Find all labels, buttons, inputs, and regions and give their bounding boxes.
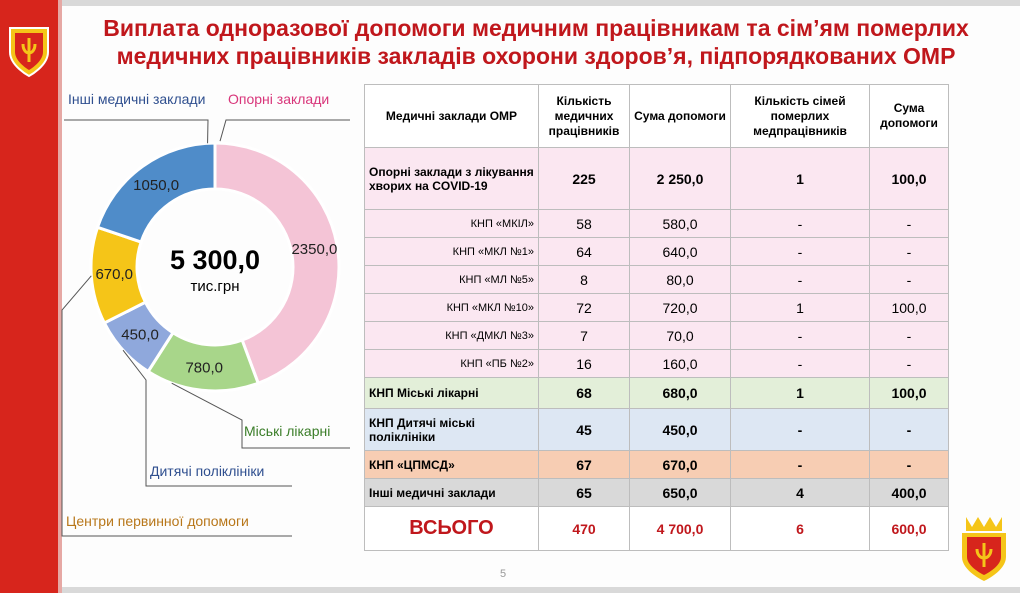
cell-total-workers-count: 470 bbox=[539, 507, 630, 551]
cell-families-sum: - bbox=[870, 322, 949, 350]
table-header-row bbox=[365, 85, 949, 148]
cell-institution-name: КНП Дитячі міські поліклініки bbox=[365, 409, 539, 451]
table-row bbox=[365, 350, 949, 378]
cell-institution-name: КНП Міські лікарні bbox=[365, 378, 539, 409]
cell-families-count: - bbox=[731, 210, 870, 238]
table-total-row bbox=[365, 507, 949, 551]
cell-workers-sum: 2 250,0 bbox=[630, 148, 731, 210]
table-row bbox=[365, 238, 949, 266]
cell-workers-sum: 680,0 bbox=[630, 378, 731, 409]
cell-institution-name: КНП «ЦПМСД» bbox=[365, 451, 539, 479]
table-row bbox=[365, 266, 949, 294]
cell-workers-sum: 640,0 bbox=[630, 238, 731, 266]
cell-families-sum: - bbox=[870, 210, 949, 238]
cell-workers-count: 16 bbox=[539, 350, 630, 378]
donut-category-label: Інші медичні заклади bbox=[68, 91, 206, 107]
donut-chart-svg bbox=[60, 80, 360, 529]
left-red-bar bbox=[0, 0, 58, 593]
table-row bbox=[365, 378, 949, 409]
cell-institution-name: КНП «МКЛ №10» bbox=[365, 294, 539, 322]
coat-of-arms-crowned-icon bbox=[956, 513, 1012, 583]
cell-families-count: 1 bbox=[731, 378, 870, 409]
page-number: 5 bbox=[500, 568, 507, 580]
donut-slice-value-label: 450,0 bbox=[121, 326, 159, 344]
cell-total-families-count: 6 bbox=[731, 507, 870, 551]
cell-workers-sum: 70,0 bbox=[630, 322, 731, 350]
table-row bbox=[365, 294, 949, 322]
donut-center-unit: тис.грн bbox=[190, 278, 240, 295]
cell-institution-name: Інші медичні заклади bbox=[365, 479, 539, 507]
donut-leader-line bbox=[62, 276, 292, 536]
cell-families-sum: 400,0 bbox=[870, 479, 949, 507]
cell-workers-count: 67 bbox=[539, 451, 630, 479]
cell-workers-count: 68 bbox=[539, 378, 630, 409]
table-row bbox=[365, 210, 949, 238]
column-header-families-count: Кількість сімей померлих медпрацівників bbox=[731, 85, 870, 148]
donut-category-label: Дитячі поліклініки bbox=[150, 463, 265, 479]
cell-families-sum: - bbox=[870, 350, 949, 378]
cell-institution-name: КНП «ПБ №2» bbox=[365, 350, 539, 378]
bottom-grey-band bbox=[62, 587, 1020, 593]
cell-workers-sum: 650,0 bbox=[630, 479, 731, 507]
table-row bbox=[365, 322, 949, 350]
cell-total-families-sum: 600,0 bbox=[870, 507, 949, 551]
table-row bbox=[365, 409, 949, 451]
cell-families-sum: 100,0 bbox=[870, 148, 949, 210]
cell-total-workers-sum: 4 700,0 bbox=[630, 507, 731, 551]
cell-institution-name: Опорні заклади з лікування хворих на COVID-19 bbox=[365, 148, 539, 210]
cell-workers-sum: 450,0 bbox=[630, 409, 731, 451]
cell-workers-sum: 670,0 bbox=[630, 451, 731, 479]
cell-families-count: - bbox=[731, 350, 870, 378]
cell-families-count: - bbox=[731, 451, 870, 479]
donut-center-total: 5 300,0 bbox=[169, 245, 261, 275]
cell-workers-sum: 720,0 bbox=[630, 294, 731, 322]
table-row bbox=[365, 451, 949, 479]
page-title-line-2: медичних працівників закладів охорони здоров’я, підпорядкованих ОМР bbox=[116, 43, 956, 69]
cell-families-sum: 100,0 bbox=[870, 378, 949, 409]
cell-families-count: - bbox=[731, 238, 870, 266]
cell-workers-count: 72 bbox=[539, 294, 630, 322]
donut-category-label: Міські лікарні bbox=[244, 423, 331, 439]
donut-category-label: Опорні заклади bbox=[228, 91, 330, 107]
cell-families-sum: - bbox=[870, 451, 949, 479]
donut-slice-value-label: 780,0 bbox=[185, 359, 224, 377]
cell-families-count: 4 bbox=[731, 479, 870, 507]
cell-workers-count: 58 bbox=[539, 210, 630, 238]
cell-families-count: 1 bbox=[731, 294, 870, 322]
cell-families-sum: 100,0 bbox=[870, 294, 949, 322]
page-title-line-1: Виплата одноразової допомоги медичним працівникам та сім’ям померлих bbox=[103, 15, 969, 41]
donut-leader-line bbox=[64, 120, 208, 143]
coat-of-arms-icon bbox=[6, 22, 52, 78]
page-title bbox=[66, 14, 1006, 70]
cell-workers-sum: 580,0 bbox=[630, 210, 731, 238]
cell-families-sum: - bbox=[870, 266, 949, 294]
donut-slice-value-label: 2350,0 bbox=[291, 241, 338, 259]
cell-workers-count: 45 bbox=[539, 409, 630, 451]
cell-institution-name: КНП «МЛ №5» bbox=[365, 266, 539, 294]
cell-workers-count: 8 bbox=[539, 266, 630, 294]
cell-families-count: - bbox=[731, 266, 870, 294]
cell-workers-sum: 160,0 bbox=[630, 350, 731, 378]
donut-slice-value-label: 670,0 bbox=[95, 266, 134, 284]
cell-workers-count: 7 bbox=[539, 322, 630, 350]
cell-families-sum: - bbox=[870, 238, 949, 266]
cell-families-sum: - bbox=[870, 409, 949, 451]
cell-workers-count: 65 bbox=[539, 479, 630, 507]
cell-workers-sum: 80,0 bbox=[630, 266, 731, 294]
cell-workers-count: 64 bbox=[539, 238, 630, 266]
table-row bbox=[365, 148, 949, 210]
donut-slice-value-label: 1050,0 bbox=[133, 176, 180, 194]
cell-workers-count: 225 bbox=[539, 148, 630, 210]
column-header-workers-sum: Сума допомоги bbox=[630, 85, 731, 148]
column-header-workers-count: Кількість медичних працівників bbox=[539, 85, 630, 148]
top-grey-band bbox=[62, 0, 1020, 6]
cell-institution-name: КНП «МКЛ №1» bbox=[365, 238, 539, 266]
donut-leader-line bbox=[220, 120, 350, 141]
column-header-families-sum: Сума допомоги bbox=[870, 85, 949, 148]
table-row bbox=[365, 479, 949, 507]
cell-families-count: - bbox=[731, 322, 870, 350]
payments-table bbox=[364, 84, 949, 551]
donut-chart bbox=[60, 80, 360, 529]
cell-institution-name: КНП «ДМКЛ №3» bbox=[365, 322, 539, 350]
cell-total-label: ВСЬОГО bbox=[365, 507, 539, 551]
donut-category-label: Центри первинної допомоги bbox=[66, 513, 249, 529]
cell-families-count: - bbox=[731, 409, 870, 451]
column-header-institutions: Медичні заклади ОМР bbox=[365, 85, 539, 148]
cell-families-count: 1 bbox=[731, 148, 870, 210]
cell-institution-name: КНП «МКІЛ» bbox=[365, 210, 539, 238]
